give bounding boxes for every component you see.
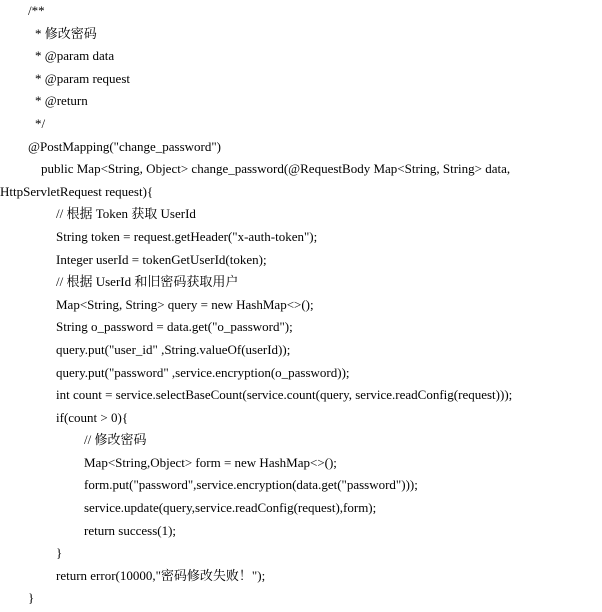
code-line: HttpServletRequest request){ (0, 183, 154, 199)
code-line: query.put("user_id" ,String.valueOf(userId)); (56, 341, 291, 357)
code-line: * 修改密码 (35, 25, 97, 41)
code-line: Integer userId = tokenGetUserId(token); (56, 251, 267, 267)
code-line: // 修改密码 (84, 432, 147, 448)
code-line: */ (35, 115, 46, 131)
code-line: * @param request (35, 70, 130, 86)
code-line: // 根据 Token 获取 UserId (56, 206, 196, 222)
code-line: query.put("password" ,service.encryption(o_password)); (56, 364, 350, 380)
code-line: service.update(query,service.readConfig(request),form); (84, 500, 377, 516)
code-line: return success(1); (84, 522, 177, 538)
code-line: } (28, 590, 35, 606)
code-line: public Map<String, Object> change_password(@RequestBody Map<String, String> data, (41, 161, 511, 177)
code-line: int count = service.selectBaseCount(service.count(query, service.readConfig(request))); (56, 387, 513, 403)
code-line: Map<String, String> query = new HashMap<>(); (56, 296, 314, 312)
code-line: form.put("password",service.encryption(data.get("password"))); (84, 477, 418, 493)
code-line: String o_password = data.get("o_password"); (56, 319, 293, 335)
code-line: @PostMapping("change_password") (28, 138, 222, 154)
code-line: return error(10000,"密码修改失败！"); (56, 567, 266, 583)
code-line: // 根据 UserId 和旧密码获取用户 (56, 274, 239, 290)
code-line: * @return (35, 93, 88, 109)
code-line: * @param data (35, 48, 115, 64)
code-line: Map<String,Object> form = new HashMap<>(); (84, 454, 337, 470)
code-line: } (56, 545, 63, 561)
code-line: if(count > 0){ (56, 409, 129, 425)
code-line: /** (28, 3, 45, 18)
code-line: String token = request.getHeader("x-auth-token"); (56, 228, 318, 244)
